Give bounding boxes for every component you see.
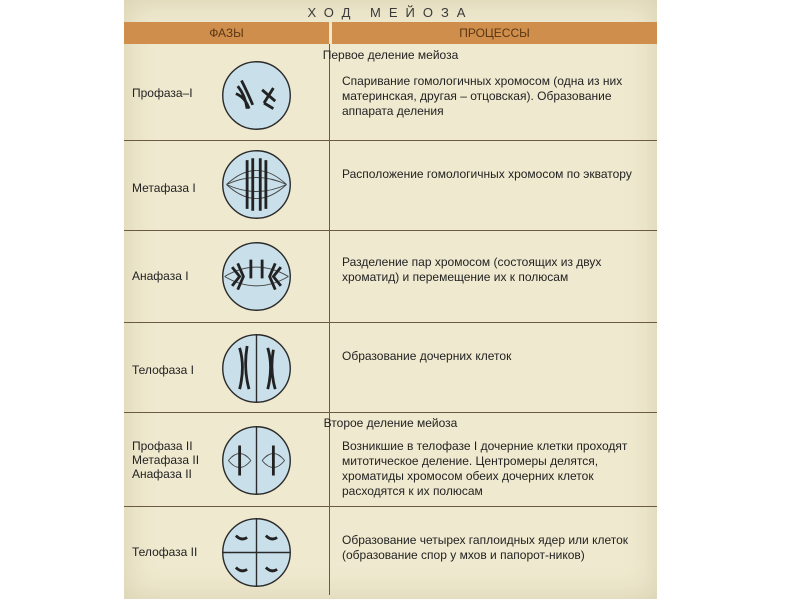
phase-label: Анафаза I	[132, 269, 189, 283]
phase-label: Профаза–I	[132, 86, 193, 100]
table-title: ХОД МЕЙОЗА	[307, 5, 474, 20]
column-header-phases: ФАЗЫ	[124, 22, 329, 44]
table-row	[124, 230, 657, 323]
section-second-division: Второе деление мейоза	[323, 416, 458, 430]
table-row	[124, 322, 657, 413]
section-first-division: Первое деление мейоза	[322, 48, 459, 62]
telophase-1-cell-icon	[219, 331, 294, 406]
table-row	[124, 140, 657, 231]
phase-label: Профаза II Метафаза II Анафаза II	[132, 439, 200, 481]
process-text: Разделение пар хромосом (состоящих из двух хроматид) и перемещение их к полюсам	[342, 255, 602, 284]
process-text: Возникшие в телофазе I дочерние клетки проходят митотическое деление. Центромеры делятся, хроматиды хромосом обеих дочерних клеток расходятся к их полюсам	[342, 439, 628, 498]
phase-label: Телофаза I	[132, 363, 194, 377]
anaphase-1-cell-icon	[219, 239, 294, 314]
phase-label: Метафаза I	[132, 181, 196, 195]
meiosis-table-page	[124, 0, 657, 599]
table-row	[124, 44, 657, 134]
process-text: Спаривание гомологичных хромосом (одна из них материнская, другая – отцовская). Образование аппарата деления	[342, 74, 623, 118]
process-text: Расположение гомологичных хромосом по экватору	[342, 167, 632, 181]
table-row	[124, 506, 657, 596]
phase-label: Телофаза II	[132, 545, 198, 559]
process-text: Образование четырех гаплоидных ядер или клеток (образование спор у мхов и папорот-ников)	[342, 533, 629, 562]
telophase-2-cell-icon	[219, 515, 294, 590]
column-header-processes: ПРОЦЕССЫ	[332, 22, 657, 44]
prophase-1-cell-icon	[219, 58, 294, 133]
second-division-cell-icon	[219, 423, 294, 498]
process-text: Образование дочерних клеток	[342, 349, 512, 363]
metaphase-1-cell-icon	[219, 147, 294, 222]
table-row	[124, 412, 657, 507]
